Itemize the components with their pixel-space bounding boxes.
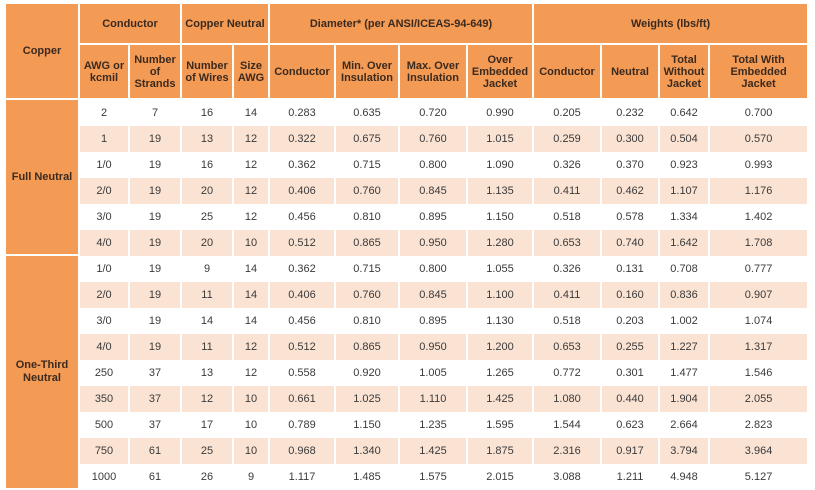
- table-cell: 19: [130, 230, 182, 256]
- table-cell: 0.836: [660, 282, 710, 308]
- table-cell: 0.907: [710, 282, 809, 308]
- table-cell: 0.205: [534, 100, 602, 126]
- column-header: Max. Over Insulation: [400, 45, 468, 100]
- table-cell: 9: [182, 256, 234, 282]
- column-header: Over Embedded Jacket: [468, 45, 534, 100]
- table-cell: 61: [130, 464, 182, 490]
- table-cell: 0.653: [534, 334, 602, 360]
- table-cell: 9: [234, 464, 270, 490]
- header-group-row: [6, 4, 809, 45]
- table-cell: 3.794: [660, 438, 710, 464]
- table-cell: 0.642: [660, 100, 710, 126]
- column-header: Conductor: [270, 45, 336, 100]
- table-cell: 0.920: [336, 360, 400, 386]
- table-cell: 2.055: [710, 386, 809, 412]
- table-cell: 1.090: [468, 152, 534, 178]
- table-cell: 0.283: [270, 100, 336, 126]
- column-header: Neutral: [602, 45, 660, 100]
- table-cell: 37: [130, 412, 182, 438]
- table-cell: 0.917: [602, 438, 660, 464]
- table-cell: 1.227: [660, 334, 710, 360]
- table-cell: 1.074: [710, 308, 809, 334]
- table-cell: 13: [182, 360, 234, 386]
- column-header: Size AWG: [234, 45, 270, 100]
- table-cell: 1.211: [602, 464, 660, 490]
- table-row: [6, 412, 809, 438]
- table-cell: 19: [130, 308, 182, 334]
- table-cell: 1.477: [660, 360, 710, 386]
- group-header-weights: Weights (lbs/ft): [534, 4, 809, 45]
- cable-spec-table-container: [6, 4, 809, 490]
- table-cell: 1.317: [710, 334, 809, 360]
- table-cell: 0.800: [400, 152, 468, 178]
- table-cell: 2/0: [80, 282, 130, 308]
- table-cell: 12: [234, 204, 270, 230]
- table-row: [6, 100, 809, 126]
- table-cell: 3.964: [710, 438, 809, 464]
- table-cell: 61: [130, 438, 182, 464]
- table-cell: 0.456: [270, 204, 336, 230]
- table-cell: 250: [80, 360, 130, 386]
- table-cell: 1.280: [468, 230, 534, 256]
- table-cell: 0.845: [400, 282, 468, 308]
- table-cell: 0.578: [602, 204, 660, 230]
- table-cell: 0.406: [270, 178, 336, 204]
- table-cell: 2.823: [710, 412, 809, 438]
- table-cell: 16: [182, 100, 234, 126]
- table-cell: 0.456: [270, 308, 336, 334]
- table-cell: 1000: [80, 464, 130, 490]
- table-cell: 1.130: [468, 308, 534, 334]
- table-cell: 12: [234, 334, 270, 360]
- table-cell: 19: [130, 178, 182, 204]
- table-cell: 0.259: [534, 126, 602, 152]
- table-cell: 0.558: [270, 360, 336, 386]
- table-cell: 0.810: [336, 308, 400, 334]
- table-cell: 13: [182, 126, 234, 152]
- table-row: [6, 204, 809, 230]
- table-cell: 0.777: [710, 256, 809, 282]
- table-cell: 0.700: [710, 100, 809, 126]
- table-cell: 0.160: [602, 282, 660, 308]
- table-cell: 0.895: [400, 204, 468, 230]
- table-cell: 0.232: [602, 100, 660, 126]
- section-label: One-Third Neutral: [6, 256, 80, 490]
- table-cell: 12: [182, 386, 234, 412]
- table-cell: 0.518: [534, 204, 602, 230]
- table-cell: 2.316: [534, 438, 602, 464]
- table-cell: 0.411: [534, 282, 602, 308]
- column-header: Conductor: [534, 45, 602, 100]
- table-body: [6, 100, 809, 490]
- table-cell: 19: [130, 152, 182, 178]
- table-cell: 1.150: [468, 204, 534, 230]
- table-cell: 20: [182, 230, 234, 256]
- table-row: [6, 360, 809, 386]
- table-cell: 0.462: [602, 178, 660, 204]
- table-cell: 1.544: [534, 412, 602, 438]
- table-cell: 1.002: [660, 308, 710, 334]
- table-cell: 5.127: [710, 464, 809, 490]
- table-row: [6, 334, 809, 360]
- table-cell: 11: [182, 282, 234, 308]
- table-cell: 0.255: [602, 334, 660, 360]
- table-cell: 1.402: [710, 204, 809, 230]
- table-cell: 0.760: [336, 282, 400, 308]
- table-cell: 14: [182, 308, 234, 334]
- table-cell: 0.326: [534, 152, 602, 178]
- table-cell: 10: [234, 386, 270, 412]
- table-cell: 7: [130, 100, 182, 126]
- table-cell: 1.135: [468, 178, 534, 204]
- table-cell: 500: [80, 412, 130, 438]
- table-cell: 1.595: [468, 412, 534, 438]
- table-cell: 12: [234, 152, 270, 178]
- table-cell: 11: [182, 334, 234, 360]
- table-row: [6, 178, 809, 204]
- group-header-copper-neutral: Copper Neutral: [182, 4, 270, 45]
- cable-spec-table: [6, 4, 809, 490]
- table-cell: 1.265: [468, 360, 534, 386]
- table-cell: 1.334: [660, 204, 710, 230]
- table-cell: 17: [182, 412, 234, 438]
- table-cell: 0.772: [534, 360, 602, 386]
- table-cell: 0.300: [602, 126, 660, 152]
- table-cell: 1.150: [336, 412, 400, 438]
- table-row: [6, 464, 809, 490]
- column-header: Number of Wires: [182, 45, 234, 100]
- table-cell: 1.015: [468, 126, 534, 152]
- table-row: [6, 126, 809, 152]
- group-header-conductor: Conductor: [80, 4, 182, 45]
- table-cell: 14: [234, 100, 270, 126]
- table-cell: 1/0: [80, 152, 130, 178]
- table-cell: 1.425: [468, 386, 534, 412]
- table-cell: 25: [182, 438, 234, 464]
- column-header: Total Without Jacket: [660, 45, 710, 100]
- table-header: [6, 4, 809, 100]
- table-cell: 1.708: [710, 230, 809, 256]
- table-cell: 0.675: [336, 126, 400, 152]
- table-cell: 1.425: [400, 438, 468, 464]
- table-cell: 0.865: [336, 230, 400, 256]
- table-cell: 0.845: [400, 178, 468, 204]
- table-cell: 1.575: [400, 464, 468, 490]
- table-cell: 1/0: [80, 256, 130, 282]
- table-cell: 19: [130, 256, 182, 282]
- table-cell: 0.715: [336, 256, 400, 282]
- table-cell: 1.100: [468, 282, 534, 308]
- table-cell: 1.176: [710, 178, 809, 204]
- table-cell: 1.080: [534, 386, 602, 412]
- table-cell: 0.411: [534, 178, 602, 204]
- table-cell: 20: [182, 178, 234, 204]
- table-cell: 1.055: [468, 256, 534, 282]
- table-cell: 4.948: [660, 464, 710, 490]
- table-cell: 0.301: [602, 360, 660, 386]
- column-header: Min. Over Insulation: [336, 45, 400, 100]
- table-cell: 19: [130, 126, 182, 152]
- column-header: Total With Embedded Jacket: [710, 45, 809, 100]
- table-cell: 1.904: [660, 386, 710, 412]
- table-cell: 3.088: [534, 464, 602, 490]
- table-cell: 1.340: [336, 438, 400, 464]
- table-row: [6, 438, 809, 464]
- table-row: [6, 152, 809, 178]
- table-row: [6, 308, 809, 334]
- table-cell: 0.708: [660, 256, 710, 282]
- table-cell: 37: [130, 386, 182, 412]
- table-cell: 12: [234, 178, 270, 204]
- table-cell: 1.485: [336, 464, 400, 490]
- column-header: AWG or kcmil: [80, 45, 130, 100]
- table-row: [6, 386, 809, 412]
- table-cell: 0.715: [336, 152, 400, 178]
- table-cell: 0.895: [400, 308, 468, 334]
- table-cell: 10: [234, 230, 270, 256]
- table-cell: 0.740: [602, 230, 660, 256]
- table-cell: 0.370: [602, 152, 660, 178]
- column-header: Number of Strands: [130, 45, 182, 100]
- table-cell: 2.664: [660, 412, 710, 438]
- table-cell: 1.117: [270, 464, 336, 490]
- table-row: [6, 282, 809, 308]
- table-cell: 0.203: [602, 308, 660, 334]
- table-row: [6, 230, 809, 256]
- table-cell: 0.800: [400, 256, 468, 282]
- table-cell: 0.440: [602, 386, 660, 412]
- table-cell: 19: [130, 282, 182, 308]
- table-cell: 25: [182, 204, 234, 230]
- table-cell: 16: [182, 152, 234, 178]
- table-cell: 0.661: [270, 386, 336, 412]
- table-cell: 0.326: [534, 256, 602, 282]
- table-cell: 0.990: [468, 100, 534, 126]
- table-cell: 0.993: [710, 152, 809, 178]
- table-cell: 0.950: [400, 334, 468, 360]
- table-cell: 10: [234, 412, 270, 438]
- table-row: [6, 256, 809, 282]
- table-cell: 1.005: [400, 360, 468, 386]
- table-cell: 1.200: [468, 334, 534, 360]
- group-header-diameter: Diameter* (per ANSI/ICEAS-94-649): [270, 4, 534, 45]
- table-cell: 0.512: [270, 230, 336, 256]
- table-cell: 0.131: [602, 256, 660, 282]
- table-cell: 10: [234, 438, 270, 464]
- table-cell: 4/0: [80, 230, 130, 256]
- table-cell: 1.235: [400, 412, 468, 438]
- table-cell: 0.635: [336, 100, 400, 126]
- table-cell: 0.865: [336, 334, 400, 360]
- table-cell: 0.760: [336, 178, 400, 204]
- table-cell: 1.546: [710, 360, 809, 386]
- table-cell: 0.512: [270, 334, 336, 360]
- corner-header: Copper: [6, 4, 80, 100]
- table-cell: 3/0: [80, 308, 130, 334]
- table-cell: 0.362: [270, 256, 336, 282]
- table-cell: 1.875: [468, 438, 534, 464]
- table-cell: 0.518: [534, 308, 602, 334]
- table-cell: 1.642: [660, 230, 710, 256]
- table-cell: 1.110: [400, 386, 468, 412]
- table-cell: 4/0: [80, 334, 130, 360]
- table-cell: 0.810: [336, 204, 400, 230]
- table-cell: 19: [130, 334, 182, 360]
- table-cell: 2: [80, 100, 130, 126]
- table-cell: 14: [234, 308, 270, 334]
- table-cell: 0.406: [270, 282, 336, 308]
- table-cell: 3/0: [80, 204, 130, 230]
- table-cell: 14: [234, 256, 270, 282]
- table-cell: 0.322: [270, 126, 336, 152]
- header-column-row: [6, 45, 809, 100]
- table-cell: 14: [234, 282, 270, 308]
- table-cell: 0.789: [270, 412, 336, 438]
- table-cell: 12: [234, 126, 270, 152]
- section-label: Full Neutral: [6, 100, 80, 256]
- table-cell: 350: [80, 386, 130, 412]
- table-cell: 1: [80, 126, 130, 152]
- table-cell: 0.362: [270, 152, 336, 178]
- table-cell: 750: [80, 438, 130, 464]
- table-cell: 19: [130, 204, 182, 230]
- table-cell: 0.720: [400, 100, 468, 126]
- table-cell: 0.504: [660, 126, 710, 152]
- table-cell: 12: [234, 360, 270, 386]
- table-cell: 2/0: [80, 178, 130, 204]
- table-cell: 0.653: [534, 230, 602, 256]
- table-cell: 2.015: [468, 464, 534, 490]
- table-cell: 37: [130, 360, 182, 386]
- table-cell: 1.025: [336, 386, 400, 412]
- table-cell: 0.760: [400, 126, 468, 152]
- table-cell: 0.950: [400, 230, 468, 256]
- table-cell: 26: [182, 464, 234, 490]
- table-cell: 0.923: [660, 152, 710, 178]
- table-cell: 0.968: [270, 438, 336, 464]
- table-cell: 0.570: [710, 126, 809, 152]
- table-cell: 1.107: [660, 178, 710, 204]
- table-cell: 0.623: [602, 412, 660, 438]
